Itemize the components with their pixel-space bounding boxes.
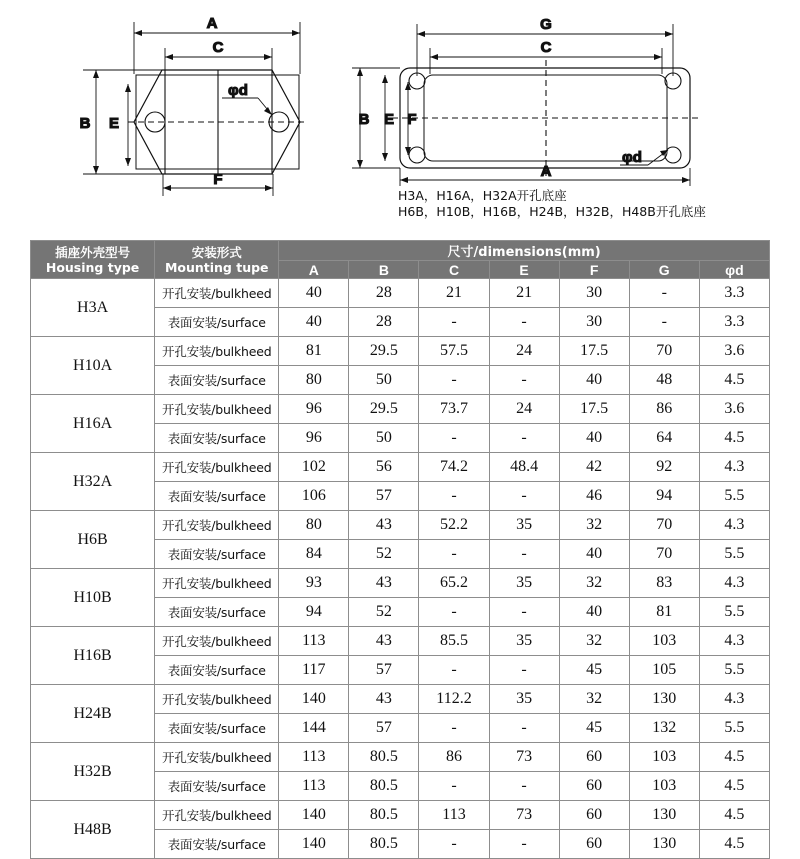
table-row bbox=[31, 511, 770, 540]
cell-dim-E: 35 bbox=[489, 511, 559, 540]
cell-dim-F: 60 bbox=[559, 772, 629, 801]
cell-dim-B: 43 bbox=[349, 569, 419, 598]
cell-dim-B: 29.5 bbox=[349, 395, 419, 424]
left-drawing-body bbox=[128, 70, 306, 174]
cell-dim-phid: 4.3 bbox=[699, 569, 769, 598]
cell-mounting-type: 开孔安装/bulkheed bbox=[155, 743, 279, 772]
cell-housing-type: H10A bbox=[31, 337, 155, 395]
cell-dim-A: 81 bbox=[279, 337, 349, 366]
cell-dim-F: 60 bbox=[559, 830, 629, 859]
cell-dim-F: 40 bbox=[559, 540, 629, 569]
cell-dim-B: 57 bbox=[349, 482, 419, 511]
drawing-caption bbox=[398, 188, 798, 220]
table-body bbox=[31, 279, 770, 859]
cell-dim-B: 50 bbox=[349, 366, 419, 395]
cell-dim-F: 40 bbox=[559, 598, 629, 627]
label-right-phid: φd bbox=[622, 149, 642, 166]
cell-dim-C: - bbox=[419, 598, 489, 627]
cell-dim-F: 45 bbox=[559, 656, 629, 685]
cell-dim-E: 21 bbox=[489, 279, 559, 308]
cell-dim-F: 32 bbox=[559, 685, 629, 714]
cell-dim-F: 32 bbox=[559, 569, 629, 598]
cell-dim-G: 103 bbox=[629, 772, 699, 801]
cell-dim-B: 43 bbox=[349, 511, 419, 540]
label-right-A: A bbox=[540, 163, 552, 180]
label-left-C: C bbox=[212, 39, 224, 56]
cell-dim-C: - bbox=[419, 308, 489, 337]
cell-dim-phid: 4.5 bbox=[699, 366, 769, 395]
cell-dim-A: 117 bbox=[279, 656, 349, 685]
label-left-F: F bbox=[213, 171, 223, 188]
table-row bbox=[31, 743, 770, 772]
cell-dim-B: 57 bbox=[349, 656, 419, 685]
table-row bbox=[31, 801, 770, 830]
cell-dim-G: 70 bbox=[629, 540, 699, 569]
cell-mounting-type: 开孔安装/bulkheed bbox=[155, 685, 279, 714]
cell-mounting-type: 表面安装/surface bbox=[155, 424, 279, 453]
cell-dim-C: - bbox=[419, 424, 489, 453]
table-row bbox=[31, 395, 770, 424]
cell-dim-C: 85.5 bbox=[419, 627, 489, 656]
cell-dim-C: 74.2 bbox=[419, 453, 489, 482]
cell-housing-type: H48B bbox=[31, 801, 155, 859]
cell-dim-B: 80.5 bbox=[349, 743, 419, 772]
cell-dim-F: 60 bbox=[559, 801, 629, 830]
cell-dim-E: - bbox=[489, 714, 559, 743]
technical-drawings bbox=[0, 0, 800, 236]
cell-dim-phid: 4.3 bbox=[699, 511, 769, 540]
left-drawing-dimensions bbox=[83, 22, 300, 196]
label-right-B: B bbox=[358, 111, 370, 128]
table-row bbox=[31, 337, 770, 366]
cell-dim-C: 57.5 bbox=[419, 337, 489, 366]
cell-housing-type: H32B bbox=[31, 743, 155, 801]
label-left-B: B bbox=[79, 115, 91, 132]
cell-dim-C: - bbox=[419, 482, 489, 511]
header-mounting-type-cn: 安装形式 bbox=[191, 244, 242, 260]
cell-dim-E: - bbox=[489, 366, 559, 395]
table-row bbox=[31, 685, 770, 714]
header-col-A: A bbox=[279, 261, 349, 279]
cell-dim-A: 93 bbox=[279, 569, 349, 598]
cell-dim-phid: 5.5 bbox=[699, 598, 769, 627]
cell-dim-G: 130 bbox=[629, 830, 699, 859]
header-mounting-type-en: Mounting tupe bbox=[164, 259, 269, 275]
cell-dim-A: 113 bbox=[279, 627, 349, 656]
cell-dim-G: 130 bbox=[629, 685, 699, 714]
cell-dim-A: 144 bbox=[279, 714, 349, 743]
cell-housing-type: H6B bbox=[31, 511, 155, 569]
cell-dim-E: - bbox=[489, 830, 559, 859]
cell-dim-A: 96 bbox=[279, 395, 349, 424]
header-housing-type-cn: 插座外壳型号 bbox=[55, 244, 131, 260]
cell-dim-C: 65.2 bbox=[419, 569, 489, 598]
cell-dim-A: 40 bbox=[279, 308, 349, 337]
cell-dim-G: 92 bbox=[629, 453, 699, 482]
cell-dim-E: - bbox=[489, 540, 559, 569]
cell-dim-A: 94 bbox=[279, 598, 349, 627]
cell-dim-phid: 5.5 bbox=[699, 540, 769, 569]
header-col-E: E bbox=[489, 261, 559, 279]
cell-mounting-type: 表面安装/surface bbox=[155, 482, 279, 511]
cell-dim-G: 103 bbox=[629, 627, 699, 656]
cell-dim-phid: 3.6 bbox=[699, 395, 769, 424]
cell-dim-G: 132 bbox=[629, 714, 699, 743]
cell-dim-E: - bbox=[489, 482, 559, 511]
cell-dim-A: 80 bbox=[279, 366, 349, 395]
cell-dim-G: 105 bbox=[629, 656, 699, 685]
cell-dim-A: 102 bbox=[279, 453, 349, 482]
cell-dim-phid: 4.5 bbox=[699, 424, 769, 453]
cell-mounting-type: 开孔安装/bulkheed bbox=[155, 279, 279, 308]
cell-dim-B: 52 bbox=[349, 540, 419, 569]
table-header-row-1 bbox=[31, 241, 770, 261]
cell-mounting-type: 开孔安装/bulkheed bbox=[155, 453, 279, 482]
label-right-E: E bbox=[383, 111, 395, 128]
cell-dim-B: 80.5 bbox=[349, 830, 419, 859]
cell-mounting-type: 表面安装/surface bbox=[155, 830, 279, 859]
cell-dim-B: 43 bbox=[349, 627, 419, 656]
cell-mounting-type: 开孔安装/bulkheed bbox=[155, 569, 279, 598]
cell-dim-phid: 3.6 bbox=[699, 337, 769, 366]
cell-dim-phid: 3.3 bbox=[699, 279, 769, 308]
cell-dim-C: 52.2 bbox=[419, 511, 489, 540]
cell-mounting-type: 开孔安装/bulkheed bbox=[155, 627, 279, 656]
cell-dim-G: 94 bbox=[629, 482, 699, 511]
cell-dim-A: 84 bbox=[279, 540, 349, 569]
table-row bbox=[31, 627, 770, 656]
cell-dim-G: 70 bbox=[629, 511, 699, 540]
cell-mounting-type: 表面安装/surface bbox=[155, 772, 279, 801]
cell-dim-phid: 5.5 bbox=[699, 656, 769, 685]
cell-mounting-type: 表面安装/surface bbox=[155, 656, 279, 685]
cell-dim-F: 30 bbox=[559, 279, 629, 308]
cell-dim-C: - bbox=[419, 366, 489, 395]
cell-dim-A: 140 bbox=[279, 685, 349, 714]
cell-dim-F: 60 bbox=[559, 743, 629, 772]
header-col-C: C bbox=[419, 261, 489, 279]
cell-dim-E: 24 bbox=[489, 337, 559, 366]
cell-dim-B: 43 bbox=[349, 685, 419, 714]
housing-dimensions-table bbox=[30, 240, 770, 859]
cell-dim-C: - bbox=[419, 772, 489, 801]
cell-dim-A: 106 bbox=[279, 482, 349, 511]
cell-mounting-type: 表面安装/surface bbox=[155, 714, 279, 743]
cell-dim-phid: 5.5 bbox=[699, 482, 769, 511]
cell-dim-E: 35 bbox=[489, 569, 559, 598]
cell-dim-F: 17.5 bbox=[559, 395, 629, 424]
cell-dim-G: 48 bbox=[629, 366, 699, 395]
cell-dim-F: 40 bbox=[559, 424, 629, 453]
cell-mounting-type: 表面安装/surface bbox=[155, 308, 279, 337]
table-row bbox=[31, 453, 770, 482]
cell-dim-phid: 4.5 bbox=[699, 830, 769, 859]
cell-dim-E: 35 bbox=[489, 627, 559, 656]
cell-dim-F: 46 bbox=[559, 482, 629, 511]
cell-dim-G: 64 bbox=[629, 424, 699, 453]
cell-dim-F: 17.5 bbox=[559, 337, 629, 366]
cell-dim-A: 113 bbox=[279, 743, 349, 772]
cell-dim-B: 28 bbox=[349, 279, 419, 308]
cell-dim-B: 28 bbox=[349, 308, 419, 337]
cell-dim-G: 81 bbox=[629, 598, 699, 627]
header-col-B: B bbox=[349, 261, 419, 279]
cell-dim-F: 30 bbox=[559, 308, 629, 337]
label-right-F: F bbox=[407, 111, 417, 128]
cell-dim-E: - bbox=[489, 308, 559, 337]
cell-mounting-type: 表面安装/surface bbox=[155, 366, 279, 395]
cell-dim-E: - bbox=[489, 424, 559, 453]
label-right-G: G bbox=[540, 16, 552, 33]
cell-dim-phid: 3.3 bbox=[699, 308, 769, 337]
label-left-phid: φd bbox=[228, 82, 248, 99]
cell-dim-E: 35 bbox=[489, 685, 559, 714]
caption-line-2: H6B，H10B，H16B，H24B，H32B，H48B开孔底座 bbox=[398, 204, 706, 219]
header-mounting-type bbox=[155, 241, 279, 279]
cell-dim-A: 113 bbox=[279, 772, 349, 801]
cell-dim-C: - bbox=[419, 830, 489, 859]
right-drawing-body bbox=[392, 60, 700, 176]
cell-dim-F: 45 bbox=[559, 714, 629, 743]
label-left-A: A bbox=[206, 15, 218, 32]
cell-dim-F: 32 bbox=[559, 627, 629, 656]
cell-dim-B: 57 bbox=[349, 714, 419, 743]
cell-dim-F: 42 bbox=[559, 453, 629, 482]
cell-dim-G: 86 bbox=[629, 395, 699, 424]
cell-dim-E: - bbox=[489, 656, 559, 685]
cell-dim-phid: 4.5 bbox=[699, 772, 769, 801]
cell-mounting-type: 开孔安装/bulkheed bbox=[155, 801, 279, 830]
cell-dim-phid: 4.5 bbox=[699, 743, 769, 772]
cell-dim-B: 52 bbox=[349, 598, 419, 627]
cell-dim-A: 40 bbox=[279, 279, 349, 308]
cell-dim-phid: 4.3 bbox=[699, 685, 769, 714]
cell-mounting-type: 开孔安装/bulkheed bbox=[155, 511, 279, 540]
caption-line-1: H3A，H16A，H32A开孔底座 bbox=[398, 188, 567, 203]
cell-dim-B: 56 bbox=[349, 453, 419, 482]
cell-dim-E: 73 bbox=[489, 801, 559, 830]
cell-housing-type: H10B bbox=[31, 569, 155, 627]
cell-dim-phid: 4.3 bbox=[699, 627, 769, 656]
cell-dim-G: 83 bbox=[629, 569, 699, 598]
cell-dim-B: 29.5 bbox=[349, 337, 419, 366]
cell-housing-type: H16B bbox=[31, 627, 155, 685]
cell-dim-phid: 4.5 bbox=[699, 801, 769, 830]
cell-dim-A: 140 bbox=[279, 830, 349, 859]
cell-housing-type: H32A bbox=[31, 453, 155, 511]
cell-housing-type: H3A bbox=[31, 279, 155, 337]
cell-dim-G: 130 bbox=[629, 801, 699, 830]
cell-housing-type: H16A bbox=[31, 395, 155, 453]
header-col-phid: φd bbox=[699, 261, 769, 279]
table-row bbox=[31, 279, 770, 308]
cell-dim-E: 73 bbox=[489, 743, 559, 772]
cell-dim-C: 21 bbox=[419, 279, 489, 308]
cell-dim-F: 32 bbox=[559, 511, 629, 540]
cell-dim-C: 113 bbox=[419, 801, 489, 830]
header-col-F: F bbox=[559, 261, 629, 279]
cell-dim-E: - bbox=[489, 598, 559, 627]
table-header bbox=[31, 241, 770, 279]
header-col-G: G bbox=[629, 261, 699, 279]
label-left-E: E bbox=[108, 115, 120, 132]
cell-dim-C: - bbox=[419, 540, 489, 569]
cell-dim-E: 24 bbox=[489, 395, 559, 424]
cell-dim-G: 70 bbox=[629, 337, 699, 366]
header-housing-type-en: Housing type bbox=[45, 259, 140, 275]
cell-dim-B: 50 bbox=[349, 424, 419, 453]
cell-dim-C: 112.2 bbox=[419, 685, 489, 714]
cell-dim-A: 80 bbox=[279, 511, 349, 540]
cell-mounting-type: 表面安装/surface bbox=[155, 540, 279, 569]
cell-dim-E: - bbox=[489, 772, 559, 801]
cell-mounting-type: 开孔安装/bulkheed bbox=[155, 337, 279, 366]
cell-dim-G: - bbox=[629, 279, 699, 308]
cell-mounting-type: 开孔安装/bulkheed bbox=[155, 395, 279, 424]
cell-dim-F: 40 bbox=[559, 366, 629, 395]
cell-dim-B: 80.5 bbox=[349, 801, 419, 830]
cell-mounting-type: 表面安装/surface bbox=[155, 598, 279, 627]
cell-dim-C: - bbox=[419, 656, 489, 685]
header-housing-type bbox=[31, 241, 155, 279]
cell-dim-phid: 5.5 bbox=[699, 714, 769, 743]
cell-dim-B: 80.5 bbox=[349, 772, 419, 801]
cell-dim-E: 48.4 bbox=[489, 453, 559, 482]
cell-dim-C: 73.7 bbox=[419, 395, 489, 424]
label-right-C: C bbox=[540, 39, 552, 56]
cell-dim-A: 140 bbox=[279, 801, 349, 830]
cell-dim-G: - bbox=[629, 308, 699, 337]
cell-housing-type: H24B bbox=[31, 685, 155, 743]
cell-dim-C: - bbox=[419, 714, 489, 743]
header-dimensions: 尺寸/dimensions(mm) bbox=[279, 241, 770, 261]
cell-dim-phid: 4.3 bbox=[699, 453, 769, 482]
cell-dim-A: 96 bbox=[279, 424, 349, 453]
cell-dim-C: 86 bbox=[419, 743, 489, 772]
cell-dim-G: 103 bbox=[629, 743, 699, 772]
table-row bbox=[31, 569, 770, 598]
